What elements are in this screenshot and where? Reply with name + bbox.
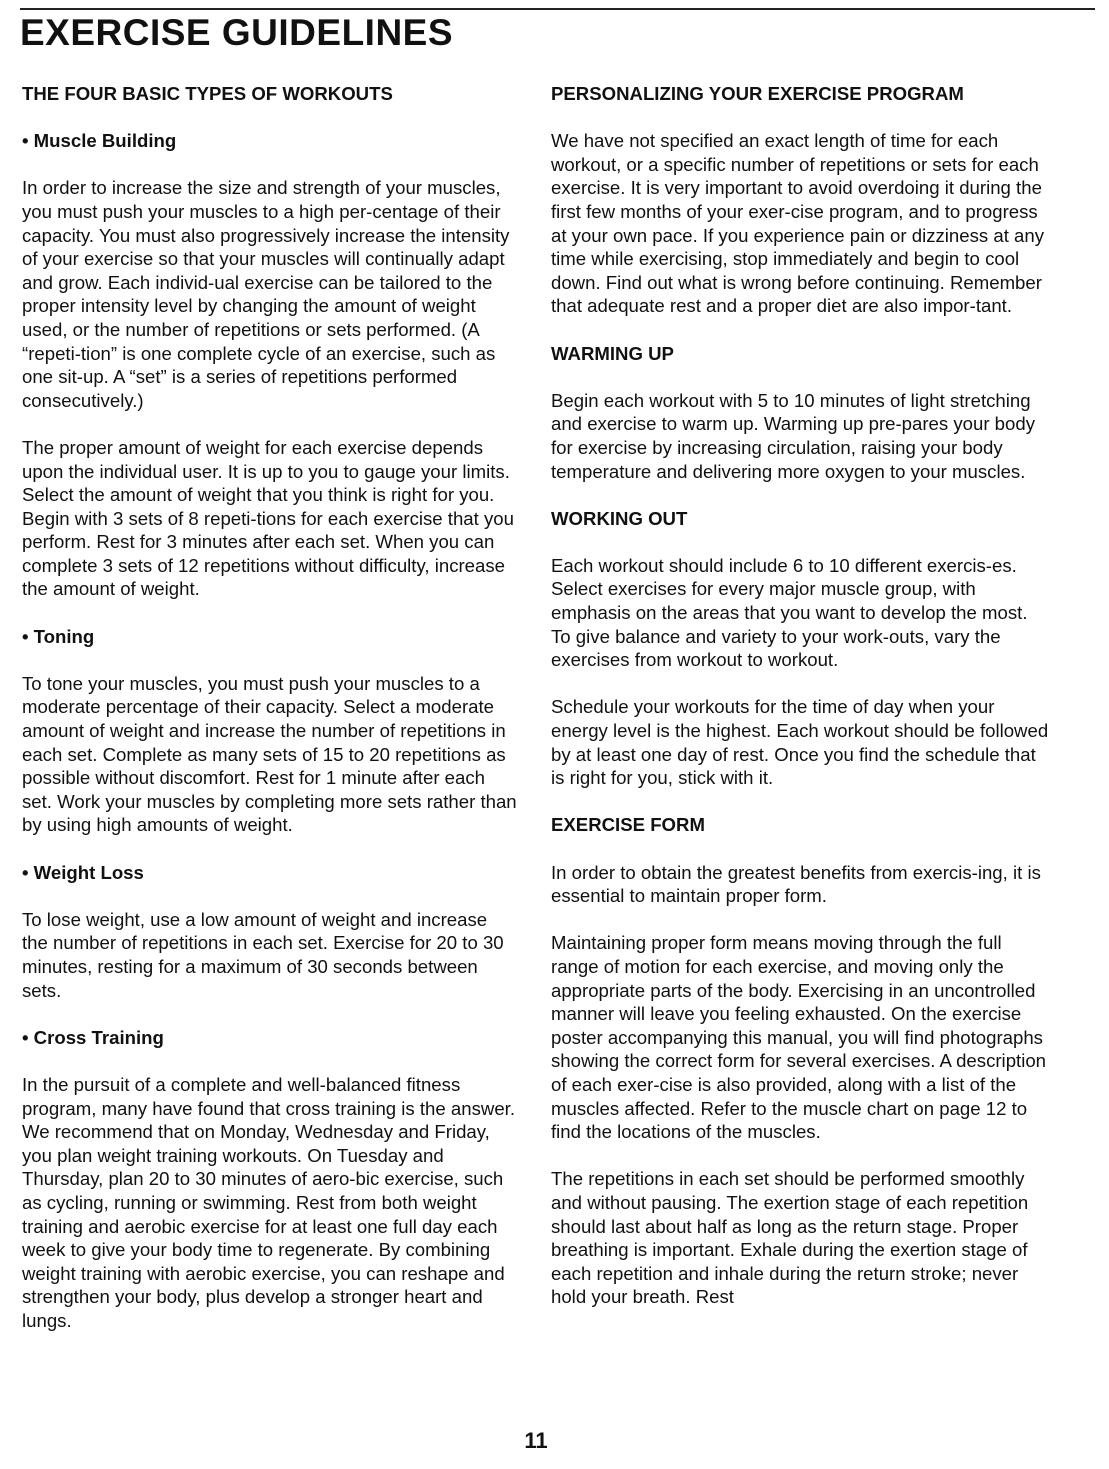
- subheading-weight-loss: • Weight Loss: [22, 861, 144, 883]
- section-heading-working-out: WORKING OUT: [551, 507, 688, 529]
- page-title: EXERCISE GUIDELINES: [20, 12, 454, 53]
- paragraph-muscle-building-1: In order to increase the size and strength of your muscles, you must push your muscles to a high per-centage of their capacity. You must also progressively increase the intensity of your exercise so that your muscles will continually adapt and grow. Each individ-ual exercise can be tailored to the proper intensity level by changing the amount of weight used, or the number of repetitions or sets performed. (A “repeti-tion” is one complete cycle of an exercise, such as one sit-up. A “set” is a series of repetitions performed consecutively.): [22, 177, 510, 411]
- paragraph-weight-loss: To lose weight, use a low amount of weight and increase the number of repetitions in each set. Exercise for 20 to 30 minutes, resting for a maximum of 30 seconds between sets.: [22, 908, 504, 1001]
- section-heading-workout-types: THE FOUR BASIC TYPES OF WORKOUTS: [22, 83, 393, 104]
- subheading-muscle-building: • Muscle Building: [22, 130, 177, 152]
- paragraph-cross-training: In the pursuit of a complete and well-balanced fitness program, many have found that cross training is the answer. We recommend that on Monday, Wednesday and Friday, you plan weight training workouts. On Tuesday and Thursday, plan 20 to 30 minutes of aero-bic exercise, such as cycling, running or swimming. Rest from both weight training and aerobic exercise for at least one full day each week to give your body time to regenerate. By combining weight training with aerobic exercise, you can reshape and strengthen your body, plus develop a stronger heart and lungs.: [22, 1073, 515, 1331]
- paragraph-warming-up: Begin each workout with 5 to 10 minutes of light stretching and exercise to warm up. Warming up pre-pares your body for exercise by increasing circulation, raising your body temperature and delivering more oxygen to your muscles.: [551, 389, 1036, 482]
- paragraph-personalizing: We have not specified an exact length of time for each workout, or a specific number of repetitions or sets for each exercise. It is very important to avoid overdoing it during the first few months of your exer-cise program, and to progress at your own pace. If you experience pain or dizziness at any time while exercising, stop immediately and begin to cool down. Find out what is wrong before continuing. Remember that adequate rest and a proper diet are also impor-tant.: [551, 130, 1045, 317]
- paragraph-working-out-1: Each workout should include 6 to 10 different exercis-es. Select exercises for every major muscle group, with emphasis on the areas that you want to develop the most. To give balance and variety to your work-outs, vary the exercises from workout to workout.: [551, 554, 1028, 671]
- paragraph-toning: To tone your muscles, you must push your muscles to a moderate percentage of their capacity. Select a moderate amount of weight and increase the number of repetitions in each set. Complete as many sets of 15 to 20 repetitions as possible without discomfort. Rest for 1 minute after each set. Work your muscles by completing more sets rather than by using high amounts of weight.: [22, 672, 517, 836]
- page-number: 11: [524, 1428, 548, 1453]
- section-heading-exercise-form: EXERCISE FORM: [551, 814, 705, 836]
- paragraph-muscle-building-2: The proper amount of weight for each exercise depends upon the individual user. It is up to you to gauge your limits. Select the amount of weight that you think is right for you. Begin with 3 sets of 8 repeti-tions for each exercise that you perform. Rest for 3 minutes after each set. When you can complete 3 sets of 12 repetitions without difficulty, increase the amount of weight.: [22, 436, 514, 600]
- top-rule: [20, 8, 1095, 10]
- left-column: [22, 82, 517, 1356]
- paragraph-exercise-form-1: In order to obtain the greatest benefits from exercis-ing, it is essential to maintain proper form.: [551, 861, 1041, 907]
- section-heading-warming-up: WARMING UP: [551, 342, 674, 364]
- paragraph-exercise-form-2: Maintaining proper form means moving through the full range of motion for each exercise, and moving only the appropriate parts of the body. Exercising in an uncontrolled manner will leave you feeling exhausted. On the exercise poster accompanying this manual, you will find photographs showing the correct form for several exercises. A description of each exer-cise is also provided, along with a list of the muscles affected. Refer to the muscle chart on page 12 to find the locations of the muscles.: [551, 932, 1047, 1143]
- paragraph-exercise-form-3: The repetitions in each set should be performed smoothly and without pausing. The exertion stage of each repetition should last about half as long as the return stage. Proper breathing is important. Exhale during the exertion stage of each repetition and inhale during the return stroke; never hold your breath. Rest: [551, 1168, 1029, 1308]
- paragraph-working-out-2: Schedule your workouts for the time of day when your energy level is the highest. Each workout should be followed by at least one day of rest. Once you find the schedule that is right for you, stick with it.: [551, 696, 1049, 789]
- section-heading-personalizing: PERSONALIZING YOUR EXERCISE PROGRAM: [551, 83, 964, 104]
- subheading-cross-training: • Cross Training: [22, 1026, 164, 1048]
- subheading-toning: • Toning: [22, 625, 95, 647]
- right-column: [551, 82, 1049, 1332]
